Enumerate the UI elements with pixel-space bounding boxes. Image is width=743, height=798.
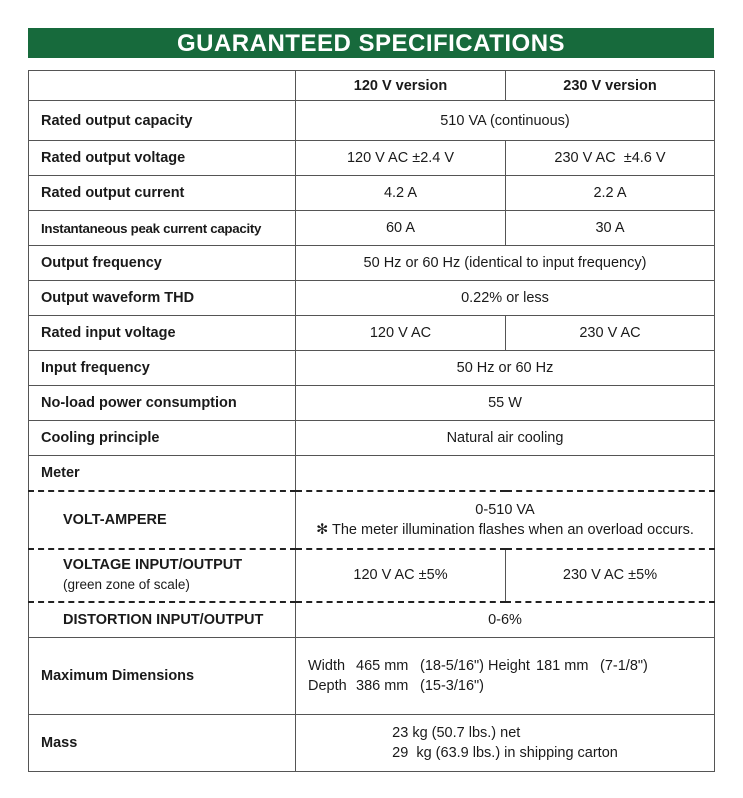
row-value-empty <box>296 456 715 491</box>
row-value: 0-6% <box>296 602 715 638</box>
value-120v: 120 V AC ±2.4 V <box>296 141 506 176</box>
row-label: Output frequency <box>29 246 296 281</box>
table-row <box>29 281 715 316</box>
value-230v: 230 V AC <box>506 316 715 351</box>
row-label: DISTORTION INPUT/OUTPUT <box>29 602 296 638</box>
row-value <box>296 715 715 772</box>
dimension-height: Height 181 mm (7-1/8") <box>488 658 648 674</box>
row-label: VOLT-AMPERE <box>29 491 296 549</box>
row-label: Rated output capacity <box>29 101 296 141</box>
dimension-depth: Depth 386 mm (15-3/16") <box>308 678 484 694</box>
row-label: Instantaneous peak current capacity <box>29 211 296 246</box>
table-row <box>29 316 715 351</box>
row-value: 55 W <box>296 386 715 421</box>
row-value: Natural air cooling <box>296 421 715 456</box>
volt-ampere-range: 0-510 VA <box>475 501 535 518</box>
dimension-width: Width 465 mm (18-5/16") <box>308 658 484 674</box>
row-label: Mass <box>29 715 296 772</box>
row-label: Cooling principle <box>29 421 296 456</box>
table-row <box>29 549 715 602</box>
value-120v: 4.2 A <box>296 176 506 211</box>
table-row <box>29 715 715 772</box>
value-230v: 30 A <box>506 211 715 246</box>
row-value: 510 VA (continuous) <box>296 101 715 141</box>
value-120v: 60 A <box>296 211 506 246</box>
row-label <box>29 549 296 602</box>
voltage-io-label: VOLTAGE INPUT/OUTPUT <box>63 557 243 573</box>
table-row <box>29 421 715 456</box>
table-row <box>29 101 715 141</box>
table-row <box>29 176 715 211</box>
row-label: Rated output voltage <box>29 141 296 176</box>
table-row <box>29 246 715 281</box>
row-label: Rated output current <box>29 176 296 211</box>
row-label: Meter <box>29 456 296 491</box>
table-row <box>29 491 715 549</box>
row-value: 50 Hz or 60 Hz <box>296 351 715 386</box>
table-row <box>29 602 715 638</box>
value-230v: 230 V AC ±5% <box>506 549 715 602</box>
header-120v: 120 V version <box>296 71 506 101</box>
table-row <box>29 211 715 246</box>
table-row <box>29 141 715 176</box>
value-120v: 120 V AC ±5% <box>296 549 506 602</box>
mass-net: 23 kg (50.7 lbs.) net <box>392 725 521 741</box>
mass-block <box>392 723 618 763</box>
row-value <box>296 491 715 549</box>
header-blank-cell <box>29 71 296 101</box>
mass-shipping: 29 kg (63.9 lbs.) in shipping carton <box>392 745 618 761</box>
value-230v: 2.2 A <box>506 176 715 211</box>
row-label: No-load power consumption <box>29 386 296 421</box>
voltage-io-sublabel: (green zone of scale) <box>63 577 190 592</box>
header-230v: 230 V version <box>506 71 715 101</box>
row-label: Output waveform THD <box>29 281 296 316</box>
row-value: 0.22% or less <box>296 281 715 316</box>
value-120v: 120 V AC <box>296 316 506 351</box>
value-230v: 230 V AC ±4.6 V <box>506 141 715 176</box>
dimensions-block <box>308 656 702 696</box>
table-row <box>29 456 715 491</box>
specifications-title: GUARANTEED SPECIFICATIONS <box>28 28 714 58</box>
row-label: Rated input voltage <box>29 316 296 351</box>
table-row <box>29 638 715 715</box>
table-row <box>29 351 715 386</box>
row-value: 50 Hz or 60 Hz (identical to input frequency) <box>296 246 715 281</box>
row-value <box>296 638 715 715</box>
specifications-table <box>28 70 715 772</box>
row-label: Input frequency <box>29 351 296 386</box>
table-row <box>29 386 715 421</box>
overload-note: ✻ The meter illumination flashes when an overload occurs. <box>316 521 694 538</box>
row-label: Maximum Dimensions <box>29 638 296 715</box>
table-header-row <box>29 71 715 101</box>
